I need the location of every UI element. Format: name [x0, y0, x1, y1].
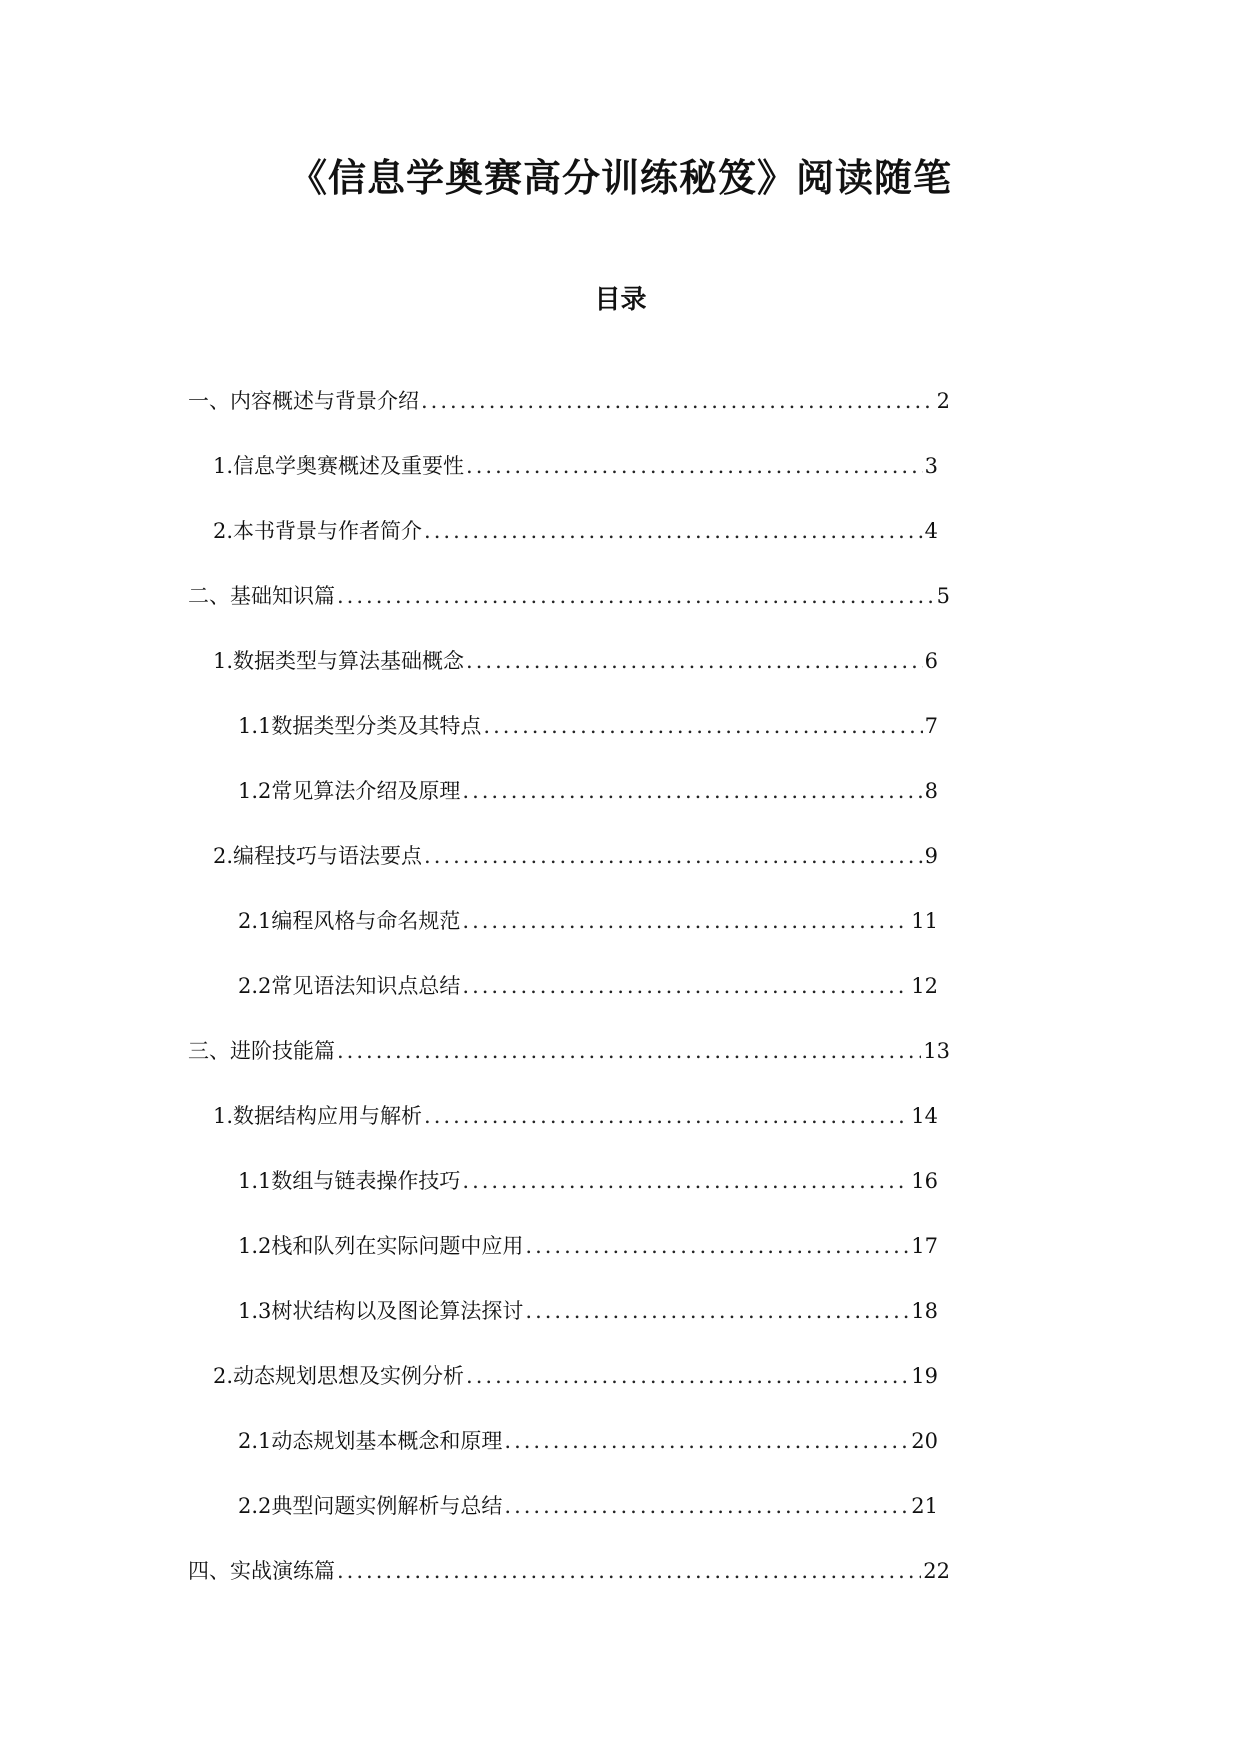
toc-entry-page-number: 16	[911, 1169, 938, 1193]
toc-dot-leader	[337, 579, 935, 613]
toc-entry-page-number: 13	[923, 1039, 950, 1063]
toc-entry-number: 一、	[188, 389, 230, 413]
toc-heading: 目录	[594, 285, 647, 315]
toc-entry-page-number: 5	[936, 584, 950, 608]
toc-dot-leader	[525, 1229, 909, 1263]
toc-entry[interactable]	[238, 1164, 938, 1229]
toc-dot-leader	[462, 1164, 909, 1198]
toc-dot-leader	[466, 644, 923, 678]
toc-entry-label: 基础知识篇	[230, 584, 335, 608]
toc-entry-label: 编程技巧与语法要点	[233, 844, 423, 868]
toc-dot-leader	[504, 1489, 909, 1523]
toc-entry[interactable]	[238, 1489, 938, 1554]
toc-entry[interactable]	[238, 1229, 938, 1294]
toc-entry-number: 四、	[188, 1559, 230, 1583]
toc-entry-number: 1.2	[238, 1234, 272, 1258]
toc-entry-label: 栈和队列在实际问题中应用	[271, 1234, 524, 1258]
document-title: 《信息学奥赛高分训练秘笈》阅读随笔	[288, 156, 952, 200]
toc-entry[interactable]	[188, 579, 950, 644]
toc-entry[interactable]	[238, 969, 938, 1034]
toc-dot-leader	[424, 1099, 909, 1133]
toc-dot-leader	[525, 1294, 909, 1328]
toc-entry-number: 三、	[188, 1039, 230, 1063]
toc-entry-label: 信息学奥赛概述及重要性	[233, 454, 465, 478]
table-of-contents	[0, 384, 1241, 1619]
toc-entry-number: 1.1	[238, 1169, 272, 1193]
toc-entry[interactable]	[188, 384, 950, 449]
toc-entry-page-number: 12	[911, 974, 938, 998]
toc-entry-number: 1.	[213, 454, 234, 478]
toc-entry-number: 2.2	[238, 974, 272, 998]
toc-dot-leader	[424, 839, 923, 873]
toc-entry[interactable]	[238, 904, 938, 969]
toc-entry-label: 进阶技能篇	[230, 1039, 335, 1063]
toc-entry-page-number: 14	[911, 1104, 938, 1128]
toc-entry-page-number: 17	[911, 1234, 938, 1258]
toc-entry-label: 内容概述与背景介绍	[230, 389, 419, 413]
toc-entry-number: 1.2	[238, 779, 272, 803]
toc-entry-label: 动态规划思想及实例分析	[233, 1364, 465, 1388]
toc-entry-label: 数据类型与算法基础概念	[233, 649, 465, 673]
toc-entry[interactable]	[213, 1099, 938, 1164]
toc-entry-number: 1.3	[238, 1299, 272, 1323]
toc-entry-number: 2.1	[238, 1429, 272, 1453]
toc-entry-page-number: 22	[923, 1559, 950, 1583]
toc-dot-leader	[483, 709, 922, 743]
toc-entry[interactable]	[213, 514, 938, 579]
toc-entry[interactable]	[188, 1554, 950, 1619]
toc-entry-label: 编程风格与命名规范	[271, 909, 461, 933]
toc-entry-page-number: 6	[924, 649, 938, 673]
toc-entry-number: 2.2	[238, 1494, 272, 1518]
toc-entry[interactable]	[238, 774, 938, 839]
toc-entry-page-number: 20	[911, 1429, 938, 1453]
toc-entry-page-number: 18	[911, 1299, 938, 1323]
toc-entry-number: 1.	[213, 1104, 234, 1128]
toc-entry-number: 1.1	[238, 714, 272, 738]
toc-entry-label: 动态规划基本概念和原理	[271, 1429, 503, 1453]
toc-dot-leader	[466, 1359, 909, 1393]
toc-dot-leader	[466, 449, 923, 483]
toc-dot-leader	[462, 969, 909, 1003]
toc-entry-page-number: 7	[924, 714, 938, 738]
toc-entry-page-number: 4	[924, 519, 938, 543]
toc-entry[interactable]	[238, 1424, 938, 1489]
toc-entry[interactable]	[188, 1034, 950, 1099]
toc-dot-leader	[462, 904, 909, 938]
toc-entry-number: 2.1	[238, 909, 272, 933]
toc-entry-number: 2.	[213, 1364, 234, 1388]
toc-entry-number: 2.	[213, 519, 234, 543]
toc-entry-page-number: 9	[924, 844, 938, 868]
toc-entry-label: 实战演练篇	[230, 1559, 335, 1583]
toc-entry-number: 1.	[213, 649, 234, 673]
toc-entry[interactable]	[213, 839, 938, 904]
toc-entry[interactable]	[238, 709, 938, 774]
toc-entry-label: 树状结构以及图论算法探讨	[271, 1299, 524, 1323]
toc-dot-leader	[337, 1554, 921, 1588]
toc-entry-page-number: 2	[936, 389, 950, 413]
toc-dot-leader	[337, 1034, 921, 1068]
toc-entry[interactable]	[238, 1294, 938, 1359]
toc-entry-label: 常见语法知识点总结	[271, 974, 461, 998]
toc-entry[interactable]	[213, 644, 938, 709]
toc-entry-label: 常见算法介绍及原理	[271, 779, 461, 803]
toc-entry-number: 二、	[188, 584, 230, 608]
toc-entry-page-number: 11	[911, 909, 938, 933]
toc-dot-leader	[421, 384, 935, 418]
toc-entry-page-number: 19	[911, 1364, 938, 1388]
toc-entry-label: 数组与链表操作技巧	[271, 1169, 461, 1193]
toc-entry-label: 本书背景与作者简介	[233, 519, 423, 543]
toc-entry[interactable]	[213, 449, 938, 514]
toc-entry-page-number: 21	[911, 1494, 938, 1518]
toc-entry-page-number: 3	[924, 454, 938, 478]
toc-entry-page-number: 8	[924, 779, 938, 803]
toc-dot-leader	[462, 774, 922, 808]
toc-entry-label: 数据类型分类及其特点	[271, 714, 482, 738]
toc-dot-leader	[424, 514, 923, 548]
toc-dot-leader	[504, 1424, 909, 1458]
toc-entry-label: 典型问题实例解析与总结	[271, 1494, 503, 1518]
toc-entry[interactable]	[213, 1359, 938, 1424]
toc-entry-number: 2.	[213, 844, 234, 868]
toc-entry-label: 数据结构应用与解析	[233, 1104, 423, 1128]
